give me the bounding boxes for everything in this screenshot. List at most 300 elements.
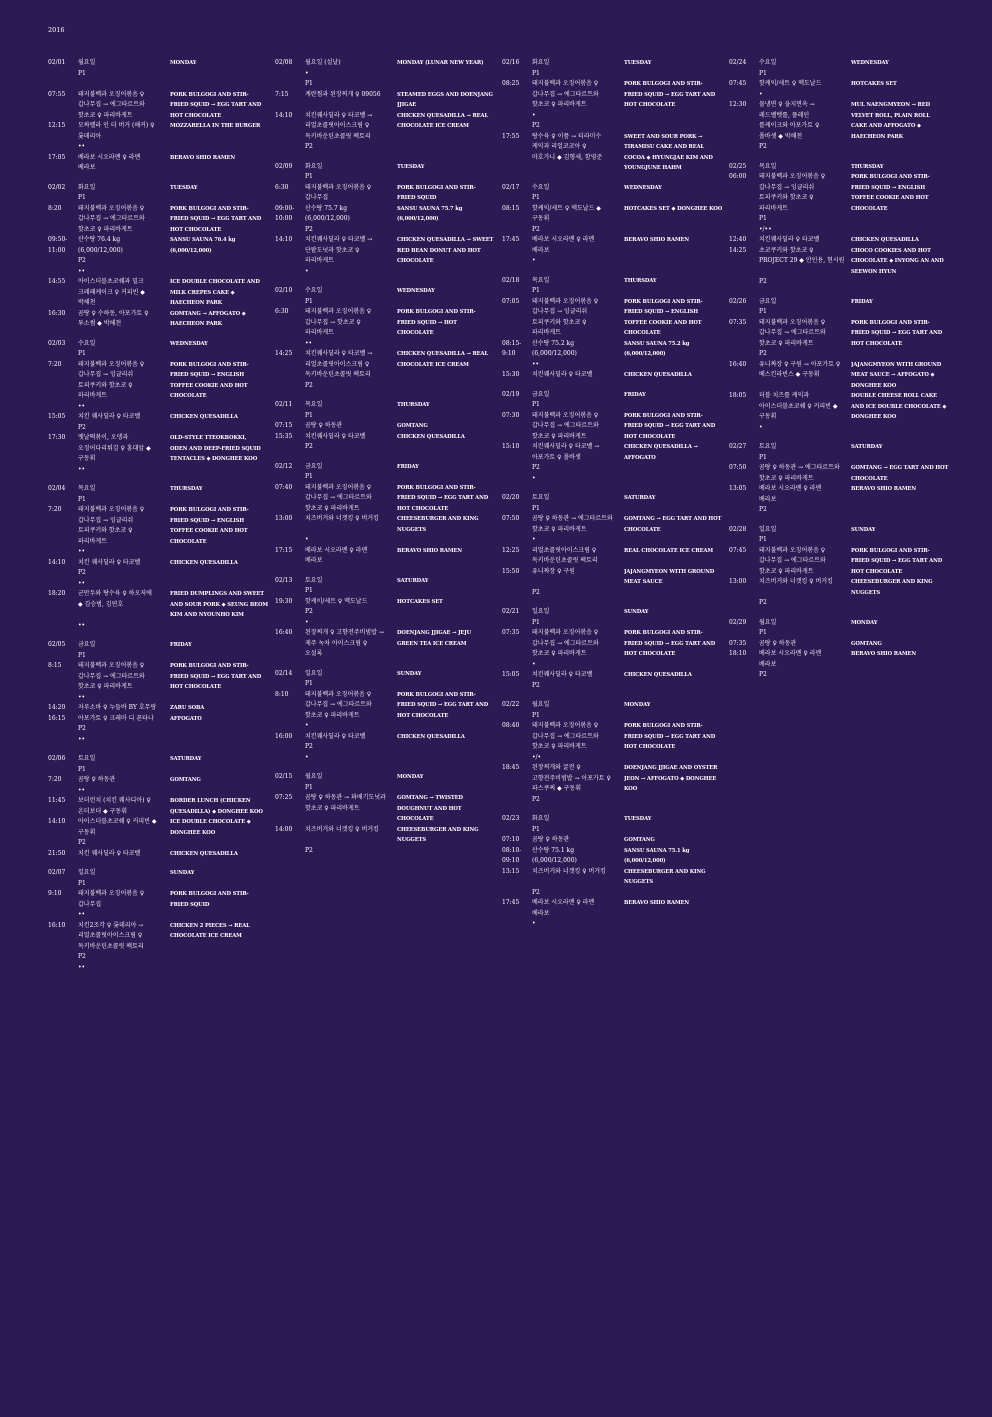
diary-line bbox=[502, 360, 724, 371]
diary-line bbox=[729, 649, 951, 660]
time-cell: 14:10 bbox=[275, 236, 293, 243]
korean-text: 파스쿠찌 ◆ 구동휘 bbox=[532, 785, 582, 792]
english-text: THURSDAY bbox=[397, 402, 430, 408]
diary-line bbox=[275, 783, 497, 794]
korean-text: 금요일 bbox=[759, 297, 777, 305]
time-cell: 9:10 bbox=[502, 350, 516, 357]
korean-text: P2 bbox=[532, 795, 540, 803]
korean-text: 베라보 bbox=[759, 495, 777, 503]
diary-line bbox=[275, 804, 497, 815]
time-cell: 02/01 bbox=[48, 59, 66, 66]
korean-text: 자루소바 ♀ 누들바 BY 호무랑 bbox=[78, 704, 157, 711]
time-cell: 17:30 bbox=[48, 434, 66, 441]
diary-line bbox=[502, 649, 724, 660]
diary-line bbox=[48, 558, 270, 569]
english-text: (6,000/12,000) bbox=[624, 351, 666, 357]
diary-line bbox=[729, 381, 951, 392]
korean-text: P2 bbox=[305, 443, 313, 450]
time-cell: 14:55 bbox=[48, 278, 66, 285]
english-text: STEAMED EGGS AND DOENJANG bbox=[397, 91, 493, 98]
english-text: GOMTANG → TWISTED bbox=[397, 795, 463, 801]
time-cell: 02/21 bbox=[502, 608, 520, 615]
english-text: JAJANGMYEON WITH GROUND bbox=[851, 361, 942, 368]
korean-text: 초코쿠키와 핫초코 ♀ bbox=[759, 246, 814, 254]
korean-text: 목요일 bbox=[532, 276, 550, 284]
english-text: CHICKEN 2 PIECES → REAL bbox=[170, 922, 250, 929]
diary-line bbox=[502, 919, 724, 930]
korean-text: 아이스더블초코쉐 ♀ 커피빈 ◆ bbox=[759, 402, 838, 410]
korean-text: 옛날떡볶이, 오뎅과 bbox=[78, 434, 129, 441]
time-cell: 09:50- bbox=[48, 236, 68, 243]
time-cell: 02/29 bbox=[729, 618, 747, 626]
diary-line bbox=[275, 183, 497, 194]
korean-text: •• bbox=[78, 548, 86, 555]
korean-text: 돼지불백과 오징어볶음 ♀ bbox=[78, 204, 145, 212]
english-text: PORK BULGOGI AND STIR- bbox=[851, 174, 930, 180]
korean-text: 갑나무집 → 에그타르트와 bbox=[305, 701, 372, 708]
day-separator bbox=[275, 453, 497, 462]
diary-line bbox=[275, 214, 497, 225]
time-cell: 9:10 bbox=[48, 890, 62, 897]
diary-line bbox=[729, 121, 951, 132]
time-cell: 02/15 bbox=[275, 773, 293, 780]
english-text: FRIED SQUID → EGG TART AND bbox=[624, 733, 716, 740]
diary-line bbox=[729, 423, 951, 434]
time-cell: 02/14 bbox=[275, 669, 293, 677]
korean-text: 금요일 bbox=[305, 462, 323, 470]
diary-line bbox=[48, 838, 270, 849]
diary-line bbox=[48, 828, 270, 839]
diary-line bbox=[275, 628, 497, 639]
korean-text: 갑나무집 → 에그타르트와 bbox=[78, 672, 145, 680]
korean-text: 베라보 bbox=[78, 164, 96, 171]
korean-text: P1 bbox=[78, 495, 86, 503]
day-header bbox=[48, 754, 270, 765]
day-header bbox=[48, 183, 270, 194]
diary-line bbox=[48, 849, 270, 860]
diary-line bbox=[48, 921, 270, 932]
korean-text: P1 bbox=[532, 825, 540, 833]
english-text: CHOCOLATE bbox=[624, 330, 661, 336]
english-text: BERAVO SHIO RAMEN bbox=[851, 651, 917, 657]
korean-text: 목요일 bbox=[759, 162, 777, 170]
english-text: HOT CHOCOLATE bbox=[170, 112, 222, 119]
english-text: CHICKEN QUESADILLA bbox=[170, 850, 238, 857]
english-text: SANSU SAUNA 75.1 kg bbox=[624, 847, 690, 854]
time-cell: 11:45 bbox=[48, 797, 66, 804]
korean-text: 파리바게트 bbox=[532, 329, 561, 336]
diary-line bbox=[275, 639, 497, 650]
english-text: NUGGETS bbox=[397, 526, 426, 533]
diary-line bbox=[502, 742, 724, 753]
day-header bbox=[275, 400, 497, 411]
korean-text: 돼지불백과 오징어볶음 ♀ bbox=[532, 629, 599, 636]
year-label: 2016 bbox=[48, 26, 65, 34]
english-text: MUL NAENGMYEON → RED bbox=[851, 102, 930, 108]
day-header bbox=[275, 462, 497, 473]
diary-line bbox=[729, 277, 951, 288]
diary-column bbox=[275, 58, 497, 856]
english-text: HOTCAKES SET bbox=[851, 81, 897, 87]
diary-line bbox=[502, 711, 724, 722]
korean-text: 군만두와 탕수육 ♀ 하오저에 bbox=[78, 590, 152, 597]
diary-line bbox=[48, 910, 270, 921]
korean-text: P1 bbox=[532, 711, 540, 719]
english-text: HOT CHOCOLATE bbox=[397, 505, 449, 512]
time-cell: 02/13 bbox=[275, 576, 293, 584]
day-separator bbox=[502, 691, 724, 700]
korean-text: 핫케익/세트 ♀ 맥도날드 bbox=[759, 80, 822, 87]
korean-text: • bbox=[305, 618, 309, 626]
english-text: VELVET ROLL, PLAIN ROLL bbox=[851, 112, 930, 119]
time-cell: 02/19 bbox=[502, 390, 520, 398]
diary-line bbox=[729, 670, 951, 681]
english-text: HAECHEON PARK bbox=[170, 300, 222, 306]
korean-text: P2 bbox=[305, 608, 313, 615]
korean-text: 치킨퀘사딜라 ♀ 타코벨 bbox=[759, 236, 820, 243]
day-separator bbox=[48, 745, 270, 754]
english-text: HOT CHOCOLATE bbox=[624, 744, 676, 750]
english-text: PORK BULGOGI AND STIR- bbox=[624, 630, 703, 636]
korean-text: 돼지불백과 오징어볶음 ♀ bbox=[532, 722, 599, 729]
english-text: PORK BULGOGI AND STIR- bbox=[397, 691, 476, 698]
diary-line bbox=[275, 111, 497, 122]
english-text: AFFOGATO bbox=[624, 454, 656, 461]
day-separator bbox=[502, 174, 724, 183]
english-text: CHEESEBURGER AND KING bbox=[397, 826, 479, 833]
korean-text: P1 bbox=[305, 297, 313, 305]
time-cell: 16:40 bbox=[729, 360, 747, 368]
english-text: SANSU SAUNA 75.7 kg bbox=[397, 205, 463, 212]
korean-text: 돼지불백과 오징어볶음 ♀ bbox=[78, 90, 145, 98]
korean-text: P1 bbox=[532, 504, 540, 512]
diary-line bbox=[729, 546, 951, 557]
english-text: THURSDAY bbox=[851, 163, 884, 170]
diary-line bbox=[502, 588, 724, 599]
diary-line bbox=[502, 153, 724, 164]
korean-text: P1 bbox=[759, 629, 767, 636]
korean-text: 돼지불백과 오징어볶음 ♀ bbox=[78, 662, 145, 669]
korean-text: 토피쿠키와 핫초코 ♀ bbox=[78, 527, 133, 534]
diary-line bbox=[502, 463, 724, 474]
diary-line bbox=[275, 142, 497, 153]
korean-text: P2 bbox=[759, 671, 767, 678]
english-text: TOFFEE COOKIE AND HOT bbox=[170, 382, 248, 389]
english-text: GOMTANG bbox=[624, 837, 655, 843]
diary-line bbox=[275, 432, 497, 443]
diary-line bbox=[502, 90, 724, 101]
english-text: HOT CHOCOLATE bbox=[624, 651, 676, 657]
time-cell: 18:45 bbox=[502, 764, 520, 771]
korean-text: 된장찌개 ♀ 고향전주비빔밥 → bbox=[305, 629, 384, 636]
korean-text: 곰탕 ♀ 하동관 bbox=[78, 776, 116, 783]
time-cell: 11:00 bbox=[48, 246, 66, 254]
korean-text: 독키바운틴초콜릿 팩토리 bbox=[305, 371, 371, 378]
day-separator bbox=[275, 391, 497, 400]
time-cell: 09:10 bbox=[502, 857, 520, 864]
day-separator bbox=[729, 153, 951, 162]
day-header bbox=[729, 525, 951, 536]
english-text: PORK BULGOGI AND STIR- bbox=[170, 663, 249, 669]
korean-text: 돼지불백과 오징어볶음 ♀ bbox=[305, 690, 372, 698]
english-text: QUESADILLA) ◆ DONGHEE KOO bbox=[170, 808, 263, 815]
english-text: BERAVO SHIO RAMEN bbox=[624, 237, 690, 243]
diary-line bbox=[275, 370, 497, 381]
diary-line bbox=[729, 235, 951, 246]
diary-line bbox=[729, 505, 951, 516]
time-cell: 07:45 bbox=[729, 546, 747, 554]
day-separator bbox=[729, 433, 951, 442]
day-separator bbox=[502, 805, 724, 814]
english-text: GOMTANG bbox=[170, 777, 201, 783]
diary-line bbox=[275, 504, 497, 515]
korean-text: 돼지불백과 오징어볶음 ♀ bbox=[532, 80, 599, 87]
diary-line bbox=[48, 454, 270, 465]
time-cell: 06:00 bbox=[729, 173, 747, 180]
korean-text: 구동휘 bbox=[78, 455, 96, 462]
day-header bbox=[275, 576, 497, 587]
diary-line bbox=[275, 514, 497, 525]
english-text: GOMTANG → AFFOGATO ◆ bbox=[170, 310, 246, 317]
english-text: GREEN TEA ICE CREAM bbox=[397, 640, 467, 647]
diary-line bbox=[275, 307, 497, 318]
time-cell: 07:35 bbox=[729, 318, 747, 326]
english-text: TUESDAY bbox=[624, 60, 652, 66]
diary-line bbox=[502, 121, 724, 132]
english-text: SUNDAY bbox=[397, 670, 422, 677]
diary-line bbox=[502, 867, 724, 878]
diary-line bbox=[502, 784, 724, 795]
english-text: NUGGETS bbox=[624, 879, 653, 885]
diary-line bbox=[275, 204, 497, 215]
time-cell: 14:10 bbox=[275, 111, 293, 119]
korean-text: P2 bbox=[78, 953, 86, 960]
korean-text: P1 bbox=[532, 618, 540, 626]
time-cell: 12:15 bbox=[48, 122, 66, 129]
english-text: GOMTANG bbox=[851, 640, 882, 647]
diary-line bbox=[502, 432, 724, 443]
korean-text: P2 bbox=[759, 350, 767, 357]
time-cell: 13:15 bbox=[502, 867, 520, 875]
korean-text: P1 bbox=[532, 194, 540, 201]
time-cell: 17:45 bbox=[502, 236, 520, 243]
diary-line bbox=[502, 442, 724, 453]
diary-line bbox=[48, 433, 270, 444]
korean-text: P2 bbox=[78, 569, 86, 576]
english-text: MONDAY (LUNAR NEW YEAR) bbox=[397, 60, 484, 66]
korean-text: 단팥도넛과 핫초코 ♀ bbox=[305, 246, 360, 254]
korean-text: P1 bbox=[759, 215, 767, 222]
english-text: DOUBLE CHEESE ROLL CAKE bbox=[851, 393, 938, 399]
korean-text: • bbox=[305, 69, 309, 77]
english-text: CHICKEN QUESADILLA bbox=[624, 372, 692, 378]
time-cell: 8:15 bbox=[48, 662, 62, 669]
english-text: WEDNESDAY bbox=[397, 288, 435, 294]
diary-line bbox=[275, 100, 497, 111]
english-text: ZARU SOBA bbox=[170, 705, 205, 711]
day-header bbox=[502, 183, 724, 194]
korean-text: 파리바게트 bbox=[78, 392, 107, 399]
time-cell: 16:40 bbox=[275, 629, 293, 636]
korean-text: 베라보 시오라멘 ♀ 라멘 bbox=[532, 236, 595, 243]
english-text: (6,000/12,000) bbox=[624, 858, 666, 864]
korean-text: 베라보 bbox=[305, 557, 323, 564]
english-text: PORK BULGOGI AND STIR- bbox=[624, 723, 703, 729]
diary-column bbox=[48, 58, 270, 973]
diary-line bbox=[275, 267, 497, 278]
korean-text: 월요일 bbox=[78, 59, 96, 66]
english-text: CHICKEN QUESADILLA bbox=[170, 414, 238, 420]
korean-text: 월요일 (설날) bbox=[305, 59, 341, 66]
day-header bbox=[502, 276, 724, 287]
diary-line bbox=[48, 589, 270, 600]
english-text: PORK BULGOGI AND STIR- bbox=[170, 361, 249, 368]
korean-text: 갑나무집 → 핫초코 ♀ bbox=[305, 318, 361, 326]
korean-text: 치킨퀘사딜라 ♀ 타코벨 → bbox=[305, 111, 373, 119]
korean-text: P2 bbox=[759, 506, 767, 513]
korean-text: P2 bbox=[532, 588, 540, 596]
english-text: CHICKEN QUESADILLA bbox=[170, 559, 238, 566]
korean-text: • bbox=[305, 267, 309, 275]
diary-line bbox=[729, 256, 951, 267]
english-text: BERAVO SHIO RAMEN bbox=[851, 486, 917, 492]
diary-line bbox=[48, 963, 270, 974]
korean-text: 베라보 시오라멘 ♀ 라멘 bbox=[759, 485, 822, 492]
diary-line bbox=[275, 69, 497, 80]
korean-text: •• bbox=[78, 267, 86, 275]
diary-line bbox=[502, 628, 724, 639]
korean-text: P1 bbox=[78, 194, 86, 201]
diary-line bbox=[502, 142, 724, 153]
korean-text: 일요일 bbox=[532, 608, 550, 615]
time-cell: 12:40 bbox=[729, 236, 747, 243]
english-text: SANSU SAUNA 75.2 kg bbox=[624, 340, 690, 347]
day-header bbox=[48, 640, 270, 651]
korean-text: 더블 치즈롤 케익과 bbox=[759, 392, 810, 399]
time-cell: 14:00 bbox=[275, 825, 293, 833]
diary-line bbox=[48, 309, 270, 320]
korean-text: 크레페케이크 ♀ 커피빈 ◆ bbox=[78, 288, 145, 296]
korean-text: 치킨퀘사딜라 ♀ 타코벨 → bbox=[305, 350, 373, 357]
korean-text: P1 bbox=[305, 587, 313, 594]
day-separator bbox=[48, 475, 270, 484]
english-text: FRIDAY bbox=[397, 463, 419, 470]
english-text: GOMTANG bbox=[397, 423, 428, 429]
korean-text: 탕수육 ♀ 이품 → 티라미수 bbox=[532, 132, 602, 140]
diary-line bbox=[48, 288, 270, 299]
korean-text: 아이스더블초코쉐 ♀ 커피빈 ◆ bbox=[78, 818, 157, 825]
time-cell: 15:30 bbox=[502, 371, 520, 378]
english-text: HOT CHOCOLATE bbox=[624, 102, 676, 108]
time-cell: 02/26 bbox=[729, 297, 747, 305]
korean-text: • bbox=[532, 920, 536, 927]
diary-line bbox=[502, 753, 724, 764]
english-text: CHOCOLATE ICE CREAM bbox=[170, 933, 242, 939]
english-text: FRIED SQUID → EGG TART AND bbox=[624, 423, 716, 429]
time-cell: 02/05 bbox=[48, 641, 66, 648]
korean-text: 월요일 bbox=[759, 618, 777, 626]
time-cell: 15:50 bbox=[502, 567, 520, 575]
english-text: JJIGAE bbox=[397, 102, 417, 108]
diary-line bbox=[502, 163, 724, 174]
diary-line bbox=[275, 597, 497, 608]
korean-text: •• bbox=[78, 143, 86, 150]
english-text: FRIED SQUID → EGG TART AND bbox=[170, 673, 262, 680]
diary-line bbox=[48, 111, 270, 122]
time-cell: 14:25 bbox=[729, 246, 747, 254]
korean-text: P1 bbox=[305, 80, 313, 87]
korean-text: •• bbox=[78, 911, 86, 918]
korean-text: P2 bbox=[759, 143, 767, 150]
korean-text: 갑나무집 → 에그타르트와 bbox=[532, 732, 599, 740]
english-text: CHOCOLATE bbox=[397, 330, 434, 336]
korean-text: 마호가니 ◆ 김형세, 함영준 bbox=[532, 153, 603, 161]
diary-line bbox=[729, 100, 951, 111]
time-cell: 7:20 bbox=[48, 506, 62, 513]
diary-line bbox=[502, 681, 724, 692]
english-text: DOENJANG JJIGAE AND OYSTER bbox=[624, 765, 718, 771]
korean-text: 목요일 bbox=[78, 485, 96, 492]
time-cell: 16:30 bbox=[48, 309, 66, 317]
korean-text: 핫초코 ♀ 파리바게트 bbox=[532, 432, 587, 440]
english-text: DONGHEE KOO bbox=[851, 414, 897, 420]
diary-line bbox=[502, 639, 724, 650]
english-text: FRIED SQUID → ENGLISH bbox=[624, 309, 699, 315]
time-cell: 13:00 bbox=[729, 578, 747, 585]
diary-line bbox=[275, 421, 497, 432]
korean-text: •• bbox=[78, 402, 86, 410]
time-cell: 02/27 bbox=[729, 443, 747, 450]
time-cell: 16:15 bbox=[48, 714, 66, 722]
korean-text: P1 bbox=[759, 536, 767, 543]
day-separator bbox=[48, 859, 270, 868]
korean-text: 치킨퀘사딜라 ♀ 타코벨 → bbox=[532, 443, 600, 450]
korean-text: ◆ 김승범, 김연호 bbox=[78, 600, 124, 608]
time-cell: 07:05 bbox=[502, 297, 520, 305]
diary-line bbox=[502, 339, 724, 350]
diary-line bbox=[275, 618, 497, 629]
english-text: AFFOGATO bbox=[170, 715, 202, 722]
korean-text: •• bbox=[78, 693, 86, 701]
diary-line bbox=[275, 472, 497, 483]
diary-line bbox=[48, 672, 270, 683]
korean-text: 일요일 bbox=[78, 869, 96, 876]
english-text: ICE DOUBLE CHOCOLATE ◆ bbox=[170, 819, 251, 825]
diary-line bbox=[502, 297, 724, 308]
korean-text: 갑나무집 → 에그타르트와 bbox=[532, 422, 599, 429]
day-separator bbox=[275, 153, 497, 162]
korean-text: 곰탕 ♀ 하동관 → 에그타르트와 bbox=[759, 464, 840, 471]
korean-text: 케익과 리얼코코아 ♀ bbox=[532, 143, 587, 150]
korean-text: 리얼초콜릿아이스크림 ♀ bbox=[532, 546, 597, 554]
korean-text: 토요일 bbox=[532, 494, 550, 501]
diary-line bbox=[48, 100, 270, 111]
day-separator bbox=[729, 516, 951, 525]
english-text: BORDER LUNCH (CHICKEN bbox=[170, 798, 251, 804]
korean-text: 치킨퀘사딜라 ♀ 타코벨 bbox=[532, 371, 593, 378]
english-text: THURSDAY bbox=[624, 277, 657, 284]
english-text: YOUNGJUNE HAHM bbox=[624, 165, 682, 171]
time-cell: 07:55 bbox=[48, 90, 66, 98]
time-cell: 02/07 bbox=[48, 869, 66, 876]
diary-line bbox=[729, 453, 951, 464]
english-text: MONDAY bbox=[170, 60, 197, 66]
english-text: MOZZARELLA IN THE BURGER bbox=[170, 123, 261, 129]
korean-text: P1 bbox=[305, 473, 313, 480]
english-text: CHEESEBURGER AND KING bbox=[624, 868, 706, 875]
time-cell: 13:00 bbox=[275, 515, 293, 522]
diary-line bbox=[48, 193, 270, 204]
